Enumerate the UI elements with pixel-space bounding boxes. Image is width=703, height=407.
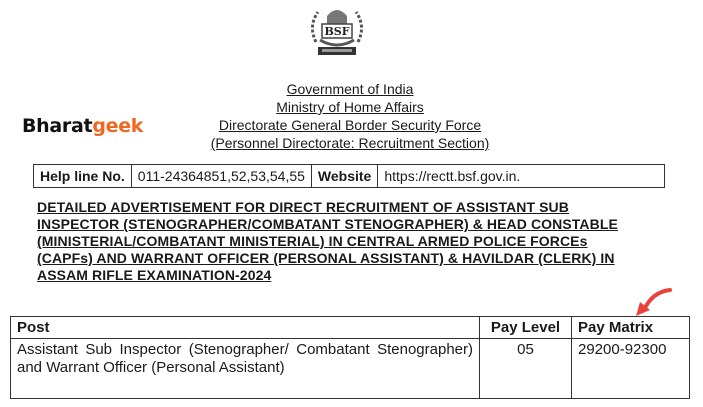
advertisement-line-2: INSPECTOR (STENOGRAPHER/COMBATANT STENOGRAPHER) & HEAD CONSTABLE (37, 216, 618, 232)
header-line-4: (Personnel Directorate: Recruitment Section) (210, 135, 490, 151)
advertisement-line-3: (MINISTERIAL/COMBATANT MINISTERIAL) IN CENTRAL ARMED POLICE FORCEs (37, 233, 588, 249)
cell-pay-level: 05 (480, 339, 572, 399)
emblem-text: BSF (324, 25, 350, 38)
advertisement-line-5: ASSAM RIFLE EXAMINATION-2024 (37, 267, 272, 283)
advertisement-title (37, 199, 667, 284)
header-line-1: Government of India (286, 81, 414, 97)
table-header-row (11, 317, 690, 339)
red-arrow-icon (630, 286, 678, 320)
watermark-logo (22, 117, 143, 136)
header-line-3: Directorate General Border Security Force (218, 117, 482, 133)
watermark-part2: geek (92, 115, 144, 137)
advertisement-line-1: DETAILED ADVERTISEMENT FOR DIRECT RECRUITMENT OF ASSISTANT SUB (37, 199, 569, 215)
issuing-authority (180, 80, 520, 152)
helpline-label: Help line No. (34, 165, 132, 187)
cell-pay-matrix: 29200-92300 (572, 339, 690, 399)
header-pay-level: Pay Level (480, 317, 572, 339)
website-label: Website (312, 165, 378, 187)
table-row (11, 339, 690, 399)
bsf-emblem-icon (302, 2, 372, 62)
posts-table (10, 316, 690, 399)
website-link[interactable]: https://rectt.bsf.gov.in. (384, 168, 521, 184)
header-pay-matrix: Pay Matrix (572, 317, 690, 339)
helpline-box (33, 164, 665, 188)
watermark-part1: Bharat (22, 115, 93, 137)
header-post: Post (11, 317, 480, 339)
header-line-2: Ministry of Home Affairs (276, 99, 424, 115)
helpline-numbers: 011-24364851,52,53,54,55 (132, 165, 312, 187)
cell-post: Assistant Sub Inspector (Stenographer/ Combatant Stenographer) and Warrant Officer (Personal Assistant) (11, 339, 480, 399)
advertisement-line-4: (CAPFs) AND WARRANT OFFICER (PERSONAL ASSISTANT) & HAVILDAR (CLERK) IN (37, 250, 615, 266)
